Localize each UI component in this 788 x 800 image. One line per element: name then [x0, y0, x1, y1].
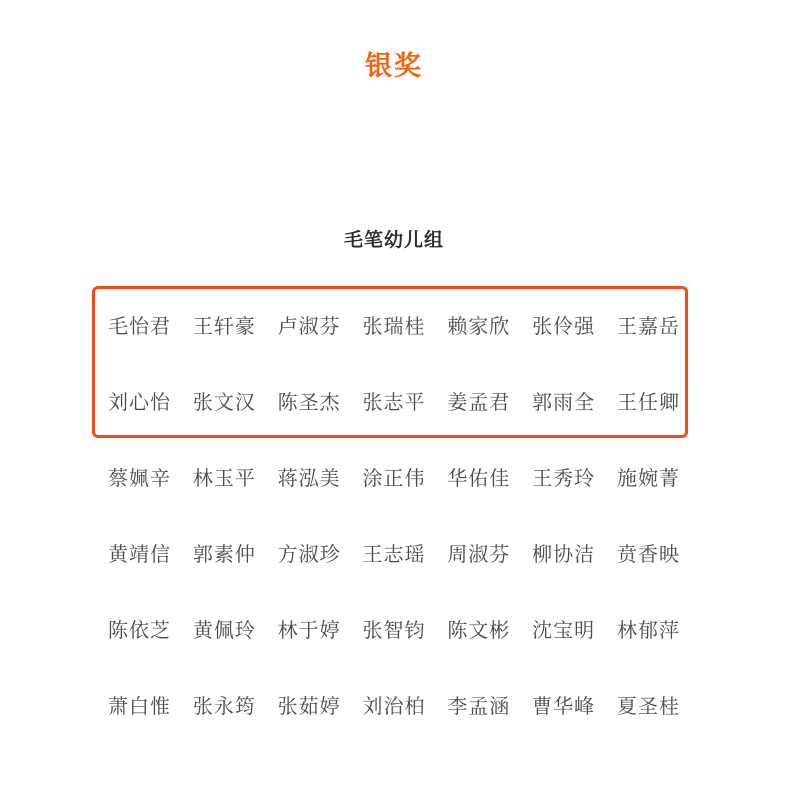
winner-name: 姜孟君 [447, 391, 511, 414]
winner-name: 赖家欣 [447, 315, 511, 338]
winner-name: 王轩豪 [192, 315, 256, 338]
winner-name: 刘心怡 [108, 391, 171, 414]
winner-name: 王任卿 [616, 391, 680, 414]
winner-name: 张文汉 [192, 391, 256, 414]
winner-name: 毛怡君 [108, 315, 171, 338]
winner-name: 陈依芝 [108, 619, 171, 642]
winner-name: 张伶强 [532, 315, 596, 338]
winner-name: 郭雨全 [532, 391, 596, 414]
winner-name: 王志瑶 [362, 543, 426, 566]
winner-name: 柳协洁 [532, 543, 596, 566]
winner-name: 曹华峰 [532, 695, 596, 718]
winner-name: 郭素仲 [192, 543, 256, 566]
table-row [86, 514, 702, 590]
winner-name: 刘治柏 [362, 695, 426, 718]
winner-list [0, 286, 788, 742]
winner-name: 方淑珍 [277, 543, 341, 566]
table-row [86, 590, 702, 666]
winner-name: 王嘉岳 [616, 315, 680, 338]
table-row [86, 438, 702, 514]
winner-name: 王秀玲 [532, 467, 596, 490]
winner-name: 周淑芬 [447, 543, 511, 566]
winner-name: 萧白惟 [108, 695, 171, 718]
winner-name: 李孟涵 [447, 695, 511, 718]
table-row [86, 666, 702, 742]
winner-name: 林郁萍 [616, 619, 680, 642]
winner-name: 夏圣桂 [616, 695, 680, 718]
table-row [86, 362, 702, 438]
group-title: 毛笔幼儿组 [343, 230, 444, 251]
winner-name: 张志平 [362, 391, 426, 414]
winner-name: 蔡姵辛 [108, 467, 171, 490]
winner-name: 张智钧 [362, 619, 426, 642]
table-row [86, 286, 702, 362]
winner-name: 华佑佳 [447, 467, 511, 490]
certificate-page [0, 44, 788, 800]
winner-name: 卢淑芬 [277, 315, 341, 338]
winner-name: 涂正伟 [362, 467, 426, 490]
winner-name: 林玉平 [192, 467, 256, 490]
winner-name: 黄佩玲 [192, 619, 256, 642]
winner-name: 蒋泓美 [277, 467, 341, 490]
winner-name: 沈宝明 [532, 619, 596, 642]
winner-name: 陈文彬 [447, 619, 511, 642]
winner-name: 施婉菁 [616, 467, 680, 490]
winner-name: 张永筠 [192, 695, 256, 718]
winner-name: 陈圣杰 [277, 391, 341, 414]
winner-name: 张茹婷 [277, 695, 341, 718]
winner-name: 贲香映 [616, 543, 680, 566]
winner-name: 张瑞桂 [362, 315, 426, 338]
winner-name: 黄靖信 [108, 543, 171, 566]
winner-name: 林于婷 [277, 619, 341, 642]
page-title: 银奖 [365, 51, 423, 81]
